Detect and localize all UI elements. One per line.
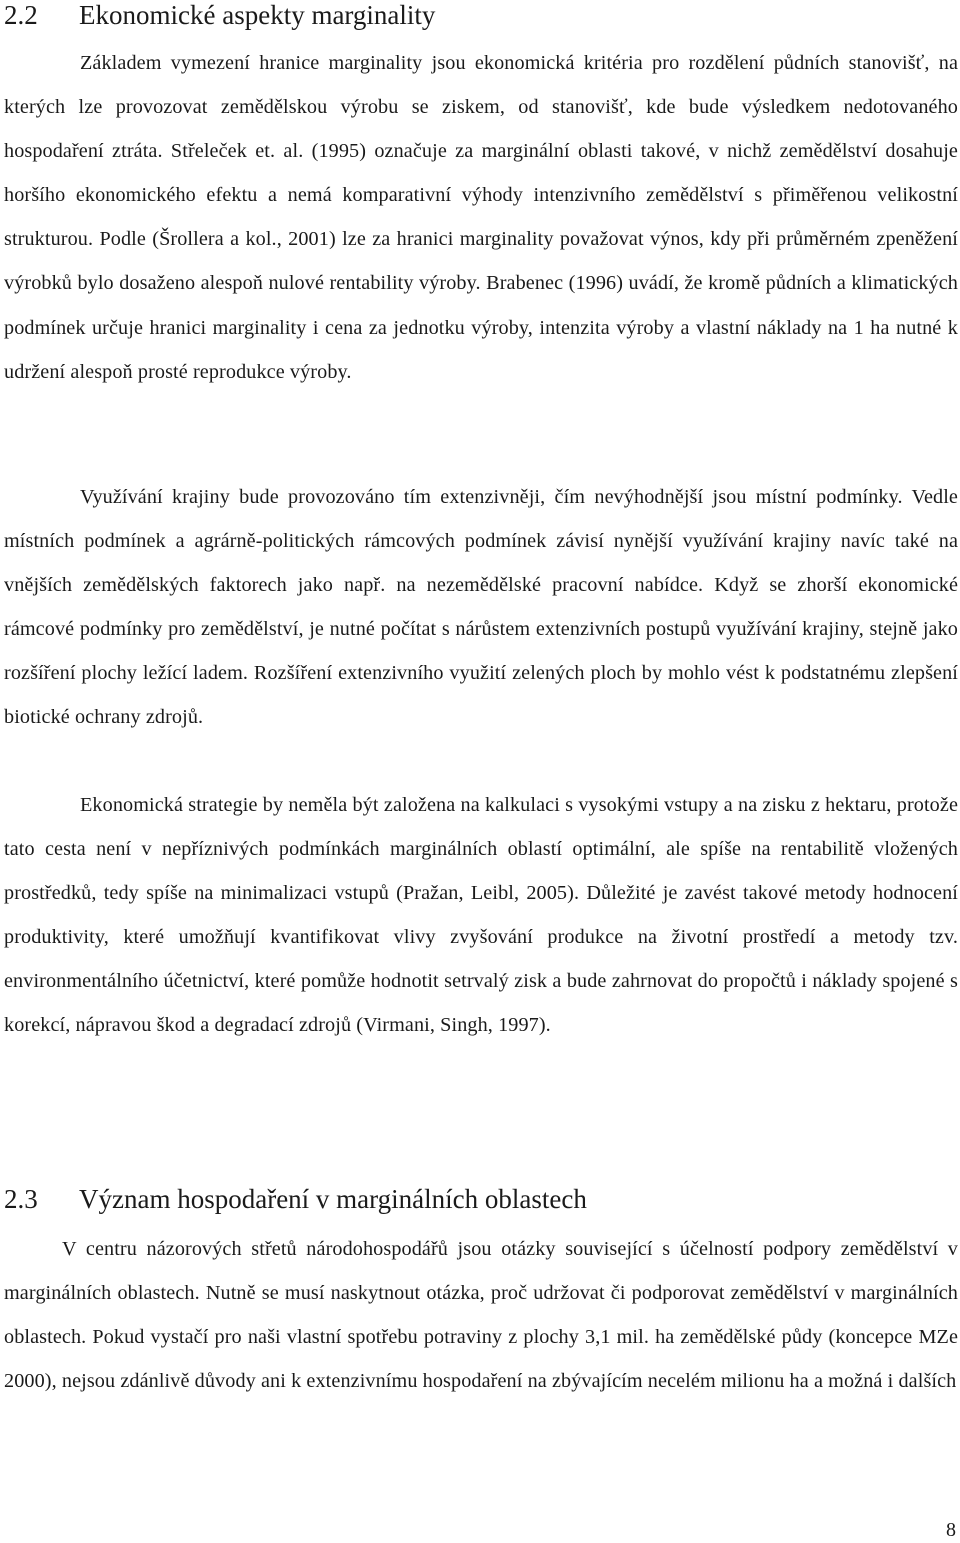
section-title: Význam hospodaření v marginálních oblastech [79, 1184, 587, 1214]
paragraph: Využívání krajiny bude provozováno tím extenzivněji, čím nevýhodnější jsou místní podmínky. Vedle místních podmínek a agrárně-politických rámcových podmínek závisí nynější využívání krajiny navíc také na vnějších zemědělských faktorech jako např. na nezemědělské pracovní nabídce. Když se zhorší ekonomické rámcové podmínky pro zemědělství, je nutné počítat s nárůstem extenzivních postupů využívání krajiny, stejně jako rozšíření plochy ležící ladem. Rozšíření extenzivního využití zelených ploch by mohlo vést k podstatnému zlepšení biotické ochrany zdrojů. [4, 486, 958, 729]
section-number: 2.2 [4, 0, 38, 30]
section-title: Ekonomické aspekty marginality [79, 0, 436, 30]
page-number: 8 [946, 1519, 956, 1541]
paragraph: V centru názorových střetů národohospodářů jsou otázky související s účelností podpory zemědělství v marginálních oblastech. Nutně se musí naskytnout otázka, proč udržovat či podporovat zemědělství v marginálních oblastech. Pokud vystačí pro naši vlastní spotřebu potraviny z plochy 3,1 mil. ha zemědělské půdy (koncepce MZe 2000), nejsou zdánlivě důvody ani k extenzivnímu hospodaření na zbývajícím necelém milionu ha a možná i dalších [4, 1238, 958, 1393]
section-heading-2-2 [4, 2, 435, 29]
section-number: 2.3 [4, 1184, 38, 1214]
paragraph: Ekonomická strategie by neměla být založena na kalkulaci s vysokými vstupy a na zisku z hektaru, protože tato cesta není v nepříznivých podmínkách marginálních oblastí optimální, ale spíše na rentabilitě vložených prostředků, tedy spíše na minimalizaci vstupů (Pražan, Leibl, 2005). Důležité je zavést takové metody hodnocení produktivity, které umožňují kvantifikovat vlivy zvyšování produkce na životní prostředí a metody tzv. environmentálního účetnictví, které pomůže hodnotit setrvalý zisk a bude zahrnovat do propočtů i náklady spojené s korekcí, nápravou škod a degradací zdrojů (Virmani, Singh, 1997). [4, 794, 958, 1037]
paragraph: Základem vymezení hranice marginality jsou ekonomická kritéria pro rozdělení půdních stanovišť, na kterých lze provozovat zemědělskou výrobu se ziskem, od stanovišť, kde bude výsledkem nedotovaného hospodaření ztráta. Střeleček et. al. (1995) označuje za marginální oblasti takové, v nichž zemědělství dosahuje horšího ekonomického efektu a nemá komparativní výhody intenzivního zemědělství s přiměřenou velikostní strukturou. Podle (Šrollera a kol., 2001) lze za hranici marginality považovat výnos, kdy při průměrném zpeněžení výrobků bylo dosaženo alespoň nulové rentability výroby. Brabenec (1996) uvádí, že kromě půdních a klimatických podmínek určuje hranici marginality i cena za jednotku výroby, intenzita výroby a vlastní náklady na 1 ha nutné k udržení alespoň prosté reprodukce výroby. [4, 52, 958, 383]
section-heading-2-3 [4, 1186, 587, 1213]
